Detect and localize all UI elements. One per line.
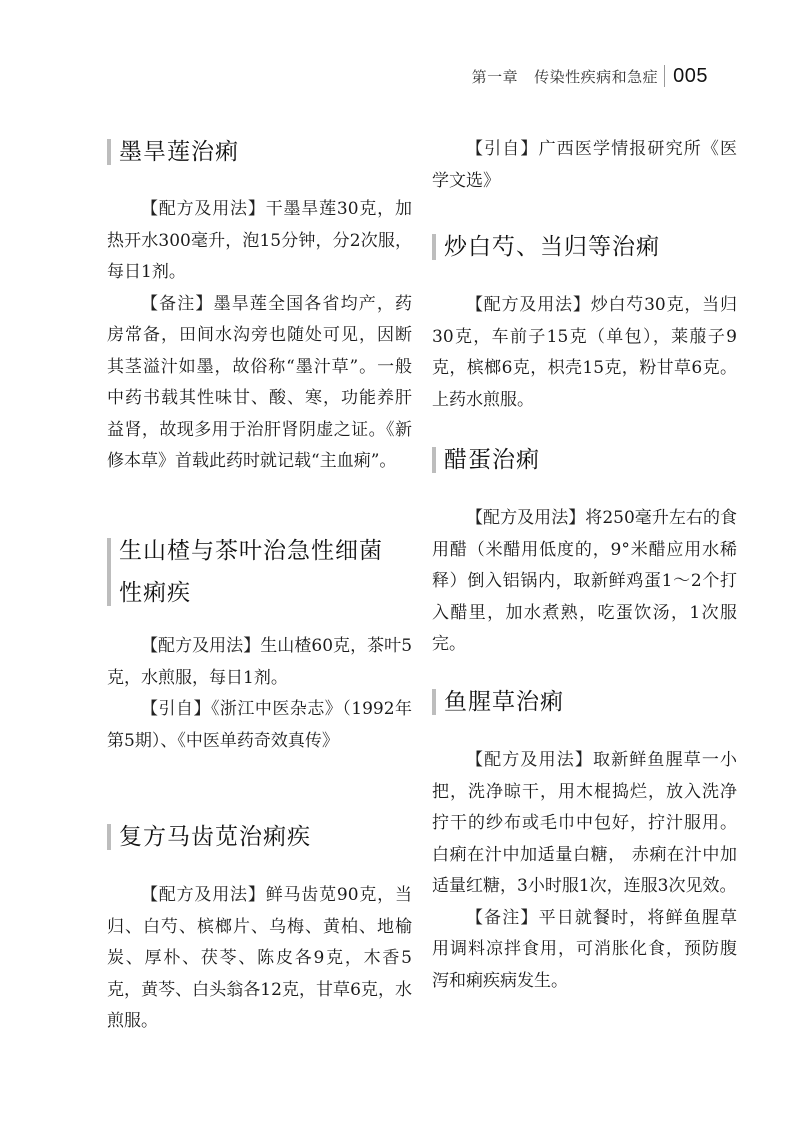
section-yuxingcao-body	[432, 745, 737, 997]
formula-paragraph	[432, 503, 737, 661]
formula-paragraph	[432, 290, 737, 416]
section-machixian	[107, 816, 412, 858]
section-cudan	[432, 439, 737, 481]
citation-text: 《浙江中医杂志》（1992年第5期）、《中医单药奇效真传》	[107, 699, 413, 751]
formula-text: 鲜马齿苋90克，当归、白芍、槟榔片、乌梅、黄柏、地榆炭、厚朴、茯苓、陈皮各9克，木香5克，黄芩、白头翁各12克，甘草6克，水煎服。	[107, 885, 412, 1031]
formula-paragraph	[107, 194, 412, 289]
section-shanzha	[107, 530, 412, 614]
header-divider	[664, 65, 665, 87]
formula-paragraph	[107, 631, 412, 694]
section-heading: 墨旱莲治痢	[107, 131, 412, 173]
section-yuxingcao	[432, 681, 737, 723]
section-molianhan	[107, 131, 412, 173]
continued-citation	[432, 134, 737, 197]
heading-line-1: 生山楂与茶叶治急性细菌	[119, 538, 383, 564]
note-text: 平日就餐时，将鲜鱼腥草用调料凉拌食用，可消胀化食，预防腹泻和痢疾病发生。	[432, 907, 738, 991]
note-tag: 【备注】	[466, 907, 539, 928]
heading-line-2: 性痢疾	[119, 580, 191, 606]
formula-tag: 【配方及用法】	[466, 508, 586, 528]
section-heading: 醋蛋治痢	[432, 439, 737, 481]
formula-text: 干墨旱莲30克，加热开水300毫升，泡15分钟，分2次服，每日1剂。	[107, 199, 412, 282]
section-heading: 复方马齿苋治痢疾	[107, 816, 412, 858]
running-head	[472, 62, 708, 90]
formula-text: 取新鲜鱼腥草一小把，洗净晾干，用木棍捣烂，放入洗净拧干的纱布或毛巾中包好，拧汁服用。白痢在汁中加适量白糖， 赤痢在汁中加适量红糖，3小时服1次，连服3次见效。	[432, 750, 737, 896]
section-cudan-body	[432, 503, 737, 661]
section-heading: 鱼腥草治痢	[432, 681, 737, 723]
section-heading	[107, 530, 412, 614]
formula-text: 生山楂60克，茶叶5克，水煎服，每日1剂。	[107, 636, 413, 688]
citation-text: 广西医学情报研究所《医学文选》	[432, 139, 738, 191]
formula-text: 将250毫升左右的食用醋（米醋用低度的，9°米醋应用水稀释）倒入铝锅内，取新鲜鸡蛋1～2个打入醋里，加水煮熟，吃蛋饮汤，1次服完。	[432, 508, 738, 654]
section-shanzha-body	[107, 631, 412, 757]
citation-paragraph	[432, 134, 737, 197]
note-paragraph	[107, 289, 412, 478]
citation-paragraph	[107, 694, 412, 757]
chapter-label: 第一章	[471, 67, 519, 86]
section-molianhan-body	[107, 194, 412, 478]
formula-paragraph	[432, 745, 737, 903]
formula-tag: 【配方及用法】	[141, 885, 266, 905]
page-number: 005	[673, 64, 708, 87]
section-heading: 炒白芍、当归等治痢	[432, 226, 737, 268]
chapter-title: 传染性疾病和急症	[534, 67, 659, 86]
formula-tag: 【配方及用法】	[141, 636, 261, 656]
formula-text: 炒白芍30克，当归30克，车前子15克（单包），莱菔子9克，槟榔6克，枳壳15克，粉甘草6克。上药水煎服。	[432, 295, 737, 410]
note-paragraph	[432, 903, 737, 998]
section-machixian-body	[107, 880, 412, 1038]
formula-paragraph	[107, 880, 412, 1038]
citation-tag: 【引自】	[466, 139, 539, 159]
formula-tag: 【配方及用法】	[466, 295, 591, 315]
section-chaobaishao-body	[432, 290, 737, 416]
formula-tag: 【配方及用法】	[466, 750, 593, 770]
note-tag: 【备注】	[141, 293, 214, 314]
note-text: 墨旱莲全国各省均产，药房常备，田间水沟旁也随处可见，因断其茎溢汁如墨，故俗称“墨汁草”。一般中药书载其性味甘、酸、寒，功能养肝益肾，故现多用于治肝肾阴虚之证。《新修本草》首载此药时就记载“主血痢”。	[107, 293, 413, 471]
section-chaobaishao	[432, 226, 737, 268]
citation-tag: 【引自】	[141, 699, 211, 719]
formula-tag: 【配方及用法】	[141, 199, 266, 219]
